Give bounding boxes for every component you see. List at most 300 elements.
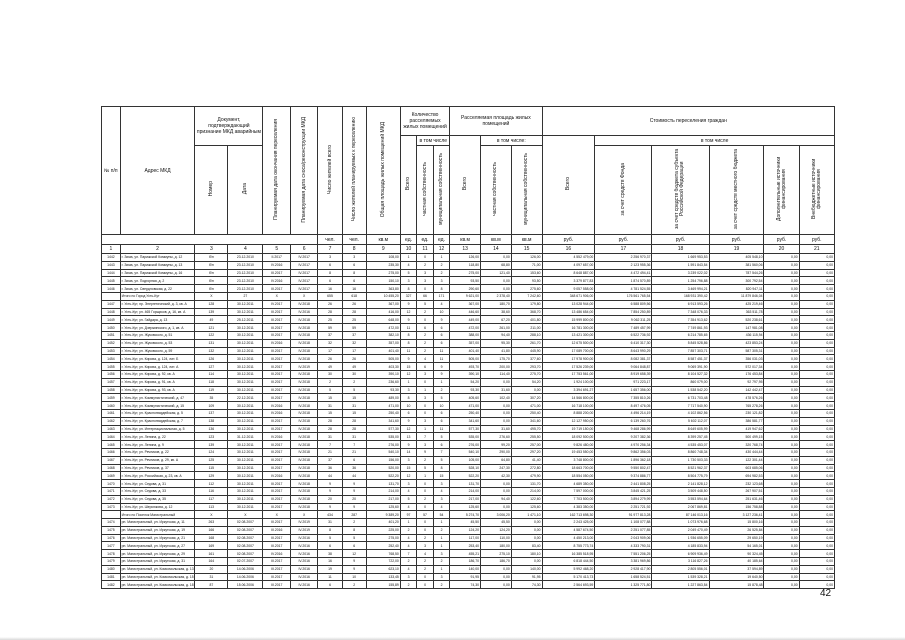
table-cell: 117 bbox=[195, 495, 228, 503]
table-cell: 2 928 417,90 bbox=[595, 565, 652, 573]
table-cell: 2 bbox=[417, 339, 433, 347]
table-cell: 293,70 bbox=[511, 363, 542, 371]
table-cell: 10 455,20 bbox=[366, 292, 400, 300]
table-cell: 1471 bbox=[102, 487, 121, 495]
table-cell: 125,60 bbox=[366, 503, 400, 511]
table-cell: 93,50 bbox=[511, 277, 542, 285]
unit-cell: руб. bbox=[799, 235, 834, 245]
table-cell: 261,70 bbox=[511, 339, 542, 347]
table-cell: IV.2018 bbox=[290, 448, 317, 456]
table-cell: 250,40 bbox=[366, 409, 400, 417]
table-cell: 2 256 970,37 bbox=[595, 254, 652, 262]
table-cell: 694 982,53 bbox=[709, 472, 764, 480]
table-cell: 26 bbox=[342, 355, 366, 363]
table-cell: 3 bbox=[400, 277, 416, 285]
table-cell: 0,00 bbox=[799, 402, 834, 410]
table-cell: 20 bbox=[195, 565, 228, 573]
table-cell: 02.08.2007 bbox=[228, 534, 263, 542]
table-cell: 1479 bbox=[102, 558, 121, 566]
table-cell: 300 792,54 bbox=[709, 277, 764, 285]
table-cell: рп. Магистральный, ул. Иркутская, д. 31 bbox=[120, 558, 195, 566]
table-row bbox=[102, 480, 835, 488]
table-cell: 15 bbox=[318, 394, 342, 402]
column-number: 14 bbox=[481, 245, 512, 254]
table-cell: 7 854 250,89 bbox=[595, 308, 652, 316]
table-cell: 3 006,20 bbox=[481, 511, 512, 519]
table-cell: 1 073 976,68 bbox=[652, 519, 709, 527]
table-cell: III.2017 bbox=[263, 480, 290, 488]
header-cost-local-budget: за счет средств местного бюджета bbox=[709, 146, 764, 235]
table-cell: 71,00 bbox=[511, 261, 542, 269]
table-cell bbox=[102, 292, 121, 300]
table-cell: 44 bbox=[318, 472, 342, 480]
table-cell: 49 bbox=[318, 363, 342, 371]
table-cell: III.2017 bbox=[263, 573, 290, 581]
table-cell: 1 936 655,09 bbox=[652, 534, 709, 542]
table-cell: 4 333 790,31 bbox=[595, 542, 652, 550]
table-cell: 0,00 bbox=[799, 331, 834, 339]
table-cell: 13 bbox=[400, 433, 416, 441]
table-cell: 267 907,51 bbox=[709, 487, 764, 495]
table-cell: 276,00 bbox=[450, 441, 481, 449]
table-cell: 0,00 bbox=[799, 565, 834, 573]
table-cell: III.2017 bbox=[263, 370, 290, 378]
table-cell: 401,40 bbox=[366, 347, 400, 355]
table-cell bbox=[102, 511, 121, 519]
table-cell: г. Зима, ул. Парижской Коммуны, д. 12 bbox=[120, 254, 195, 262]
table-cell: 6 bbox=[318, 542, 342, 550]
table-cell: 4 bbox=[400, 261, 416, 269]
table-cell: 30.12.2011 bbox=[228, 456, 263, 464]
table-cell: 3 894 279,99 bbox=[595, 495, 652, 503]
table-cell: 4 bbox=[400, 534, 416, 542]
table-cell: 276,00 bbox=[366, 441, 400, 449]
table-cell: 275,10 bbox=[481, 550, 512, 558]
table-cell: III.2017 bbox=[263, 448, 290, 456]
table-cell: Х bbox=[228, 511, 263, 519]
table-cell: 91,95 bbox=[450, 573, 481, 581]
table-row bbox=[102, 339, 835, 347]
table-cell: 9 207 382,36 bbox=[595, 433, 652, 441]
table-cell: 28 bbox=[318, 425, 342, 433]
table-cell: 3 bbox=[433, 495, 450, 503]
table-cell: 8 bbox=[342, 269, 366, 277]
header-area-group: Расселяемая площадь жилых помещений bbox=[450, 107, 542, 136]
table-row bbox=[102, 285, 835, 293]
table-cell: 0,00 bbox=[764, 355, 799, 363]
table-cell: 9 057 558,00 bbox=[542, 285, 595, 293]
table-cell: 479,90 bbox=[511, 472, 542, 480]
column-number: 18 bbox=[652, 245, 709, 254]
table-cell: 17 753 561,00 bbox=[542, 370, 595, 378]
table-cell: III.2017 bbox=[263, 316, 290, 324]
table-cell: 2 bbox=[433, 581, 450, 589]
table-cell: 126,00 bbox=[511, 254, 542, 262]
table-cell: 5 bbox=[400, 269, 416, 277]
column-number: 6 bbox=[290, 245, 317, 254]
subtotal-row bbox=[102, 292, 835, 300]
header-area-municipal: муниципальная собственность bbox=[511, 146, 542, 235]
table-cell: 12 bbox=[342, 550, 366, 558]
table-cell: 2 805 556,01 bbox=[652, 565, 709, 573]
table-cell: III.2017 bbox=[263, 417, 290, 425]
table-cell: 30.12.2011 bbox=[228, 402, 263, 410]
table-cell: 9 bbox=[342, 480, 366, 488]
table-cell: 522,20 bbox=[366, 472, 400, 480]
table-cell: г. Усть-Кут, ул. Коммунистический, д. 15 bbox=[120, 402, 195, 410]
table-cell: 91,95 bbox=[511, 573, 542, 581]
table-cell: 16 bbox=[318, 285, 342, 293]
table-cell: 577,30 bbox=[366, 425, 400, 433]
table-cell: 655 bbox=[318, 292, 342, 300]
table-cell: 38,60 bbox=[481, 308, 512, 316]
table-cell: 105,00 bbox=[450, 456, 481, 464]
table-cell: 2 378,40 bbox=[481, 292, 512, 300]
table-cell: II.2017 bbox=[263, 254, 290, 262]
table-cell: 94,40 bbox=[481, 495, 512, 503]
table-cell: 7 355 810,26 bbox=[595, 394, 652, 402]
table-cell: 425 219,46 bbox=[709, 300, 764, 308]
table-cell: 0,00 bbox=[481, 581, 512, 589]
table-cell: 164 bbox=[195, 558, 228, 566]
table-cell: 6 bbox=[417, 363, 433, 371]
table-cell: 139 bbox=[195, 441, 228, 449]
table-cell: 0,00 bbox=[481, 480, 512, 488]
table-cell: 290,00 bbox=[481, 448, 512, 456]
table-cell: 37 bbox=[342, 331, 366, 339]
table-cell: 142 442,47 bbox=[709, 386, 764, 394]
table-cell: 1452 bbox=[102, 339, 121, 347]
table-cell: 603 685,06 bbox=[709, 464, 764, 472]
table-cell: 87 bbox=[195, 581, 228, 589]
table-cell: 1 874 570,89 bbox=[595, 277, 652, 285]
table-cell: 28 bbox=[318, 417, 342, 425]
table-cell: 23.12.2010 bbox=[228, 285, 263, 293]
table-cell: 3 bbox=[318, 254, 342, 262]
table-cell: III.2017 bbox=[263, 581, 290, 589]
unit-cell: руб. bbox=[542, 235, 595, 245]
column-number: 7 bbox=[318, 245, 342, 254]
table-cell: 17 526 239,00 bbox=[542, 363, 595, 371]
table-cell: 0,00 bbox=[764, 292, 799, 300]
table-cell: 31,60 bbox=[481, 425, 512, 433]
table-cell: 388,00 bbox=[450, 331, 481, 339]
table-cell: 179,80 bbox=[511, 300, 542, 308]
table-cell: 0,00 bbox=[799, 534, 834, 542]
table-cell: 4 bbox=[433, 300, 450, 308]
table-cell: 115 bbox=[195, 464, 228, 472]
table-cell: 367,00 bbox=[450, 300, 481, 308]
table-cell: 4 102 862,56 bbox=[652, 409, 709, 417]
table-cell: 0,00 bbox=[799, 394, 834, 402]
table-cell: 7 bbox=[318, 441, 342, 449]
table-cell: IV.2018 bbox=[290, 409, 317, 417]
table-cell: 307,20 bbox=[511, 394, 542, 402]
table-cell: IV.2017 bbox=[290, 269, 317, 277]
table-cell: 14 bbox=[400, 448, 416, 456]
table-cell: 3 bbox=[400, 456, 416, 464]
table-cell: 30.12.2011 bbox=[228, 472, 263, 480]
table-cell: 30.12.2011 bbox=[228, 370, 263, 378]
table-cell: 30 bbox=[318, 370, 342, 378]
table-cell: 9 069 391,90 bbox=[652, 363, 709, 371]
table-cell: 9 062 311,25 bbox=[595, 316, 652, 324]
table-cell: 1 bbox=[417, 425, 433, 433]
table-cell: 9 bbox=[318, 480, 342, 488]
table-cell: г. Усть-Кут, ул. Кирова, д. 124, лит. Б bbox=[120, 355, 195, 363]
table-cell: 0,00 bbox=[764, 456, 799, 464]
header-document-date: Дата bbox=[228, 146, 263, 235]
table-cell: 9 bbox=[318, 487, 342, 495]
column-number: 5 bbox=[263, 245, 290, 254]
table-cell: 19 640,50 bbox=[709, 573, 764, 581]
relocation-cost-table bbox=[101, 106, 835, 589]
table-cell: 1 bbox=[400, 254, 416, 262]
table-cell: 8 497 476,05 bbox=[595, 402, 652, 410]
table-cell: 54,20 bbox=[450, 378, 481, 386]
table-cell: IV.2018 bbox=[290, 394, 317, 402]
header-planned-end: Планируемая дата окончания переселения bbox=[263, 107, 290, 235]
table-cell: IV.2019 bbox=[290, 363, 317, 371]
table-cell: 0,00 bbox=[799, 417, 834, 425]
table-cell: г. Усть-Кут, ул. Речников, д. 29, кв. А bbox=[120, 456, 195, 464]
table-cell: 9 468 286,99 bbox=[595, 425, 652, 433]
table-cell: 2 bbox=[433, 269, 450, 277]
table-cell: IV.2018 bbox=[290, 433, 317, 441]
table-cell: IV.2018 bbox=[290, 472, 317, 480]
table-cell: 4 689 350,00 bbox=[542, 480, 595, 488]
table-cell: 236,60 bbox=[366, 378, 400, 386]
table-cell: 8 755 773,74 bbox=[542, 542, 595, 550]
table-cell: 30.12.2011 bbox=[228, 378, 263, 386]
table-cell: 1 539 328,21 bbox=[652, 573, 709, 581]
table-cell: 0,00 bbox=[799, 347, 834, 355]
table-cell: 4 bbox=[417, 355, 433, 363]
table-cell: 180,10 bbox=[511, 550, 542, 558]
table-cell: 405,60 bbox=[450, 394, 481, 402]
table-cell: 0,00 bbox=[764, 441, 799, 449]
table-cell: 118,80 bbox=[450, 261, 481, 269]
header-residents-total: Число жителей всего bbox=[318, 107, 342, 235]
table-cell: 0,00 bbox=[764, 285, 799, 293]
table-cell: 12 bbox=[400, 370, 416, 378]
table-cell: 0,00 bbox=[764, 386, 799, 394]
table-cell: 14.06.2006 bbox=[228, 565, 263, 573]
table-cell: 0,00 bbox=[799, 308, 834, 316]
table-cell: 99,20 bbox=[481, 441, 512, 449]
table-cell: 0 bbox=[417, 503, 433, 511]
table-row bbox=[102, 573, 835, 581]
table-cell: 356 031,03 bbox=[709, 355, 764, 363]
table-cell: 19 719 150,00 bbox=[542, 425, 595, 433]
table-cell: 0,00 bbox=[799, 495, 834, 503]
table-cell: 175,70 bbox=[481, 355, 512, 363]
table-cell: 15 999 800,00 bbox=[542, 316, 595, 324]
table-cell: 3 bbox=[417, 277, 433, 285]
table-cell: 8 bbox=[400, 339, 416, 347]
table-cell: 83,40 bbox=[511, 542, 542, 550]
table-cell: 6 bbox=[433, 417, 450, 425]
table-cell: 19 453 550,00 bbox=[542, 448, 595, 456]
table-cell: 287 bbox=[342, 511, 366, 519]
table-cell: IV.2016 bbox=[290, 573, 317, 581]
table-cell: 250,40 bbox=[511, 409, 542, 417]
unit-cell: кв.м bbox=[481, 235, 512, 245]
table-cell: 2 bbox=[433, 526, 450, 534]
table-cell: 90 324,45 bbox=[709, 550, 764, 558]
table-cell: 17 bbox=[318, 347, 342, 355]
table-cell: 0,00 bbox=[764, 324, 799, 332]
table-cell: 471,00 bbox=[511, 402, 542, 410]
unit-cell: кв.м bbox=[450, 235, 481, 245]
table-cell: рп. Магистральный, ул. Комсомольская, д. 18 bbox=[121, 582, 194, 587]
table-cell: 0,00 bbox=[799, 472, 834, 480]
table-cell: 10 bbox=[342, 573, 366, 581]
table-cell: 0,00 bbox=[799, 425, 834, 433]
table-cell: 390,10 bbox=[450, 370, 481, 378]
table-cell: 1462 bbox=[102, 417, 121, 425]
table-row bbox=[102, 261, 835, 269]
table-cell: 1477 bbox=[102, 542, 121, 550]
table-cell: 11 bbox=[433, 355, 450, 363]
table-cell: 23.12.2010 bbox=[228, 261, 263, 269]
table-cell: 9 621,00 bbox=[450, 292, 481, 300]
table-cell: 320 768,74 bbox=[709, 441, 764, 449]
table-cell: 1 bbox=[433, 254, 450, 262]
table-cell: 0,00 bbox=[764, 573, 799, 581]
table-cell: 8 bbox=[318, 269, 342, 277]
table-cell: 12 bbox=[400, 425, 416, 433]
table-cell: 247,30 bbox=[481, 464, 512, 472]
table-cell: 7 551 206,25 bbox=[595, 550, 652, 558]
table-row bbox=[102, 487, 835, 495]
table-cell: 9 bbox=[400, 355, 416, 363]
table-cell: 21 bbox=[342, 448, 366, 456]
table-cell: 31 bbox=[318, 402, 342, 410]
table-cell: 2 bbox=[400, 581, 416, 589]
table-cell: 0,00 bbox=[799, 261, 834, 269]
table-cell: 12 bbox=[400, 308, 416, 316]
table-cell: 113 bbox=[195, 503, 228, 511]
table-cell: 1454 bbox=[102, 355, 121, 363]
table-cell: 0,00 bbox=[799, 550, 834, 558]
table-cell: 186,70 bbox=[481, 558, 512, 566]
table-cell: 9 bbox=[342, 565, 366, 573]
table-cell: 31,60 bbox=[481, 386, 512, 394]
table-cell: 139 bbox=[195, 308, 228, 316]
table-cell: рп. Магистральный, ул. Иркутская, д. 19 bbox=[120, 526, 195, 534]
table-cell: 5 274,70 bbox=[450, 511, 481, 519]
table-cell: 36 bbox=[342, 464, 366, 472]
table-cell: 367,00 bbox=[366, 300, 400, 308]
table-row bbox=[102, 308, 835, 316]
table-cell: 16 385 518,95 bbox=[542, 550, 595, 558]
table-cell: 15 800,16 bbox=[709, 519, 764, 527]
table-cell: 1473 bbox=[102, 503, 121, 511]
table-cell: г. Усть-Кут, ул. Речников, д. 37 bbox=[120, 464, 195, 472]
subtotal-row bbox=[102, 511, 835, 519]
table-cell: 59 bbox=[342, 324, 366, 332]
table-cell: IV.2016 bbox=[290, 308, 317, 316]
table-cell: 5 bbox=[318, 534, 342, 542]
table-cell: 363,80 bbox=[366, 285, 400, 293]
table-cell: 341,60 bbox=[450, 417, 481, 425]
table-cell: 57 bbox=[417, 511, 433, 519]
table-cell: 1 896 362,18 bbox=[595, 456, 652, 464]
table-cell: 471,00 bbox=[450, 402, 481, 410]
table-cell: Х bbox=[290, 292, 317, 300]
header-count-group: Количество расселяемых жилых помещений bbox=[400, 107, 449, 136]
table-row bbox=[102, 324, 835, 332]
header-count-municipal: муниципальная собственность bbox=[433, 146, 450, 235]
header-address: Адрес МКД bbox=[120, 107, 195, 235]
table-cell: 4 450 213,00 bbox=[542, 534, 595, 542]
table-cell: 3 845 421,25 bbox=[595, 487, 652, 495]
table-cell: 0,00 bbox=[764, 269, 799, 277]
table-cell: 253,40 bbox=[450, 542, 481, 550]
table-cell: 0,00 bbox=[799, 573, 834, 581]
table-cell: 2 bbox=[417, 261, 433, 269]
table-cell: 4 bbox=[400, 487, 416, 495]
table-cell: 0,00 bbox=[764, 347, 799, 355]
table-cell: 0,00 bbox=[799, 511, 834, 519]
table-row bbox=[102, 331, 835, 339]
table-cell: 116 bbox=[195, 487, 228, 495]
table-cell: 2 bbox=[433, 386, 450, 394]
table-cell: 2 251 721,92 bbox=[595, 503, 652, 511]
table-cell: 765 278,26 bbox=[709, 402, 764, 410]
header-cost-in-that: в том числе bbox=[595, 136, 835, 146]
table-cell: 3 bbox=[417, 269, 433, 277]
table-cell: 0,00 bbox=[511, 558, 542, 566]
table-cell: 235,30 bbox=[366, 261, 400, 269]
table-cell: 0,00 bbox=[764, 402, 799, 410]
table-cell: 0 bbox=[417, 487, 433, 495]
table-cell: г. Усть-Кут, ул. Жуковского, д. 51 bbox=[120, 331, 195, 339]
table-cell: III.2017 bbox=[263, 331, 290, 339]
table-cell: 15 bbox=[342, 409, 366, 417]
table-cell: 110,00 bbox=[481, 534, 512, 542]
table-cell: 15 bbox=[400, 363, 416, 371]
table-cell: 02.08.2007 bbox=[228, 542, 263, 550]
table-cell: 386 581,77 bbox=[709, 417, 764, 425]
table-cell: IV.2017 bbox=[290, 254, 317, 262]
table-cell: 577,30 bbox=[450, 425, 481, 433]
table-cell: г. Усть-Кут, ул. Жуковского, д. 53 bbox=[120, 339, 195, 347]
table-cell: 4 781 524,55 bbox=[595, 285, 652, 293]
table-cell: 9 bbox=[400, 316, 416, 324]
table-cell: IV.2016 bbox=[290, 565, 317, 573]
table-cell: 147 981,08 bbox=[709, 324, 764, 332]
table-cell: 416,00 bbox=[366, 308, 400, 316]
table-cell: 3 bbox=[400, 480, 416, 488]
table-cell: 0 bbox=[417, 573, 433, 581]
table-cell: 251 631,46 bbox=[709, 495, 764, 503]
units-row bbox=[102, 235, 835, 245]
table-cell: IV.2016 bbox=[263, 339, 290, 347]
table-row bbox=[102, 277, 835, 285]
table-cell: рп. Магистральный, ул. Иркутская, д. 29 bbox=[120, 550, 195, 558]
table-cell: 3 bbox=[417, 370, 433, 378]
table-cell: 6 bbox=[342, 542, 366, 550]
table-cell: 0,00 bbox=[799, 409, 834, 417]
table-cell: 2 bbox=[417, 456, 433, 464]
table-cell: 528,10 bbox=[450, 464, 481, 472]
table-row bbox=[102, 394, 835, 402]
table-cell: 4 472 494,41 bbox=[595, 269, 652, 277]
table-cell: 26 bbox=[318, 355, 342, 363]
table-cell: 25 bbox=[318, 316, 342, 324]
